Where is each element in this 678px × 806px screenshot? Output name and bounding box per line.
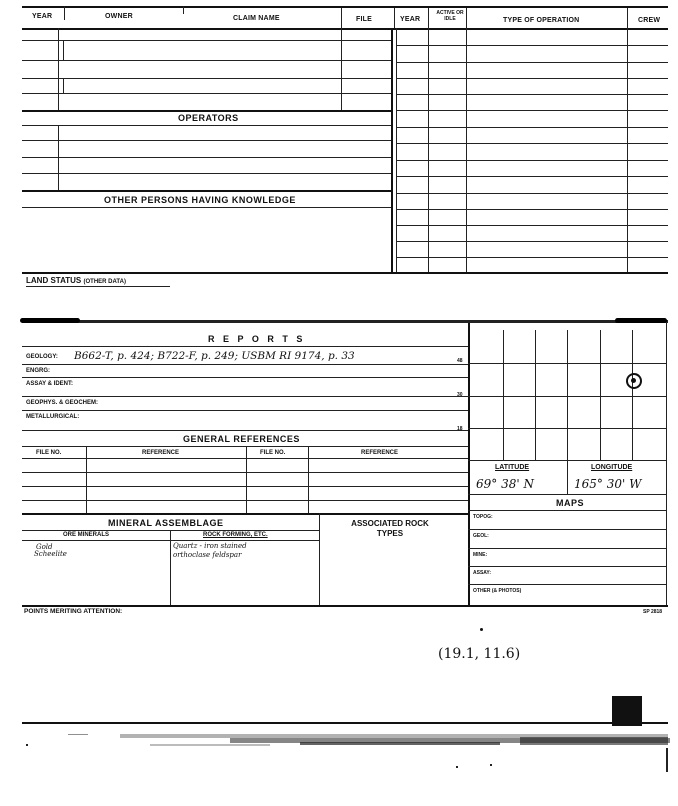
operators-title: OPERATORS [178,113,239,123]
ore-mineral-2: Scheelite [34,550,67,558]
row-number-30: 30 [457,392,463,398]
crew-header: CREW [638,17,661,24]
land-status-label [26,276,126,285]
general-references-title: GENERAL REFERENCES [183,434,300,444]
gr-file-no-header-2: FILE NO. [260,450,286,456]
other-persons-title: OTHER PERSONS HAVING KNOWLEDGE [104,195,296,205]
assay-ident-label: ASSAY & IDENT: [26,381,74,387]
maps-mine-label: MINE: [473,552,488,558]
longitude-value: 165° 30' W [574,477,642,491]
gr-reference-header-2: REFERENCE [361,450,399,456]
form-number: SP 2818 [643,609,663,615]
longitude-label: LONGITUDE [591,464,633,471]
owner-header: OWNER [105,13,133,20]
gr-reference-header-1: REFERENCE [142,450,180,456]
engrg-label: ENGRG: [26,368,50,374]
maps-other-label: OTHER (& PHOTOS) [473,588,522,594]
active-or-idle-header: ACTIVE OR IDLE [436,10,464,22]
latitude-value: 69° 38' N [476,477,534,491]
row-number-48: 48 [457,358,463,364]
rock-forming-1: Quartz - iron stained [173,542,247,550]
mineral-assemblage-title: MINERAL ASSEMBLAGE [108,518,224,528]
gr-file-no-header-1: FILE NO. [36,450,62,456]
claim-name-header: CLAIM NAME [233,15,280,22]
maps-assay-label: ASSAY: [473,570,492,576]
maps-title: MAPS [556,498,585,508]
ore-minerals-label: ORE MINERALS [63,532,110,538]
file-header: FILE [356,16,372,23]
rock-forming-label: ROCK FORMING, ETC. [203,532,268,538]
year2-header: YEAR [400,16,421,23]
type-of-operation-header: TYPE OF OPERATION [503,17,580,24]
geology-label: GEOLOGY: [26,354,58,360]
registration-mark [612,696,642,726]
land-status-text: LAND STATUS [26,276,82,285]
geophys-geochem-label: GEOPHYS. & GEOCHEM: [26,400,99,406]
associated-rock-types-label: ASSOCIATED ROCK TYPES [351,519,429,538]
reports-title: R E P O R T S [208,334,306,344]
maps-geol-label: GEOL: [473,533,489,539]
metallurgical-label: METALLURGICAL: [26,414,80,420]
rock-forming-2: orthoclase feldspar [173,551,242,559]
row-number-18: 18 [457,426,463,432]
section-divider [22,320,668,323]
ore-mineral-1: Gold [36,543,53,551]
land-status-sub: (OTHER DATA) [83,279,126,285]
points-meriting-attention-label: POINTS MERITING ATTENTION: [24,608,123,615]
year-header: YEAR [32,13,53,20]
handwritten-reference: (19.1, 11.6) [438,646,521,662]
latitude-label: LATITUDE [495,464,530,471]
geology-value: B662-T, p. 424; B722-F, p. 249; USBM RI 9174, p. 33 [74,350,355,362]
maps-topog-label: TOPOG: [473,514,493,520]
